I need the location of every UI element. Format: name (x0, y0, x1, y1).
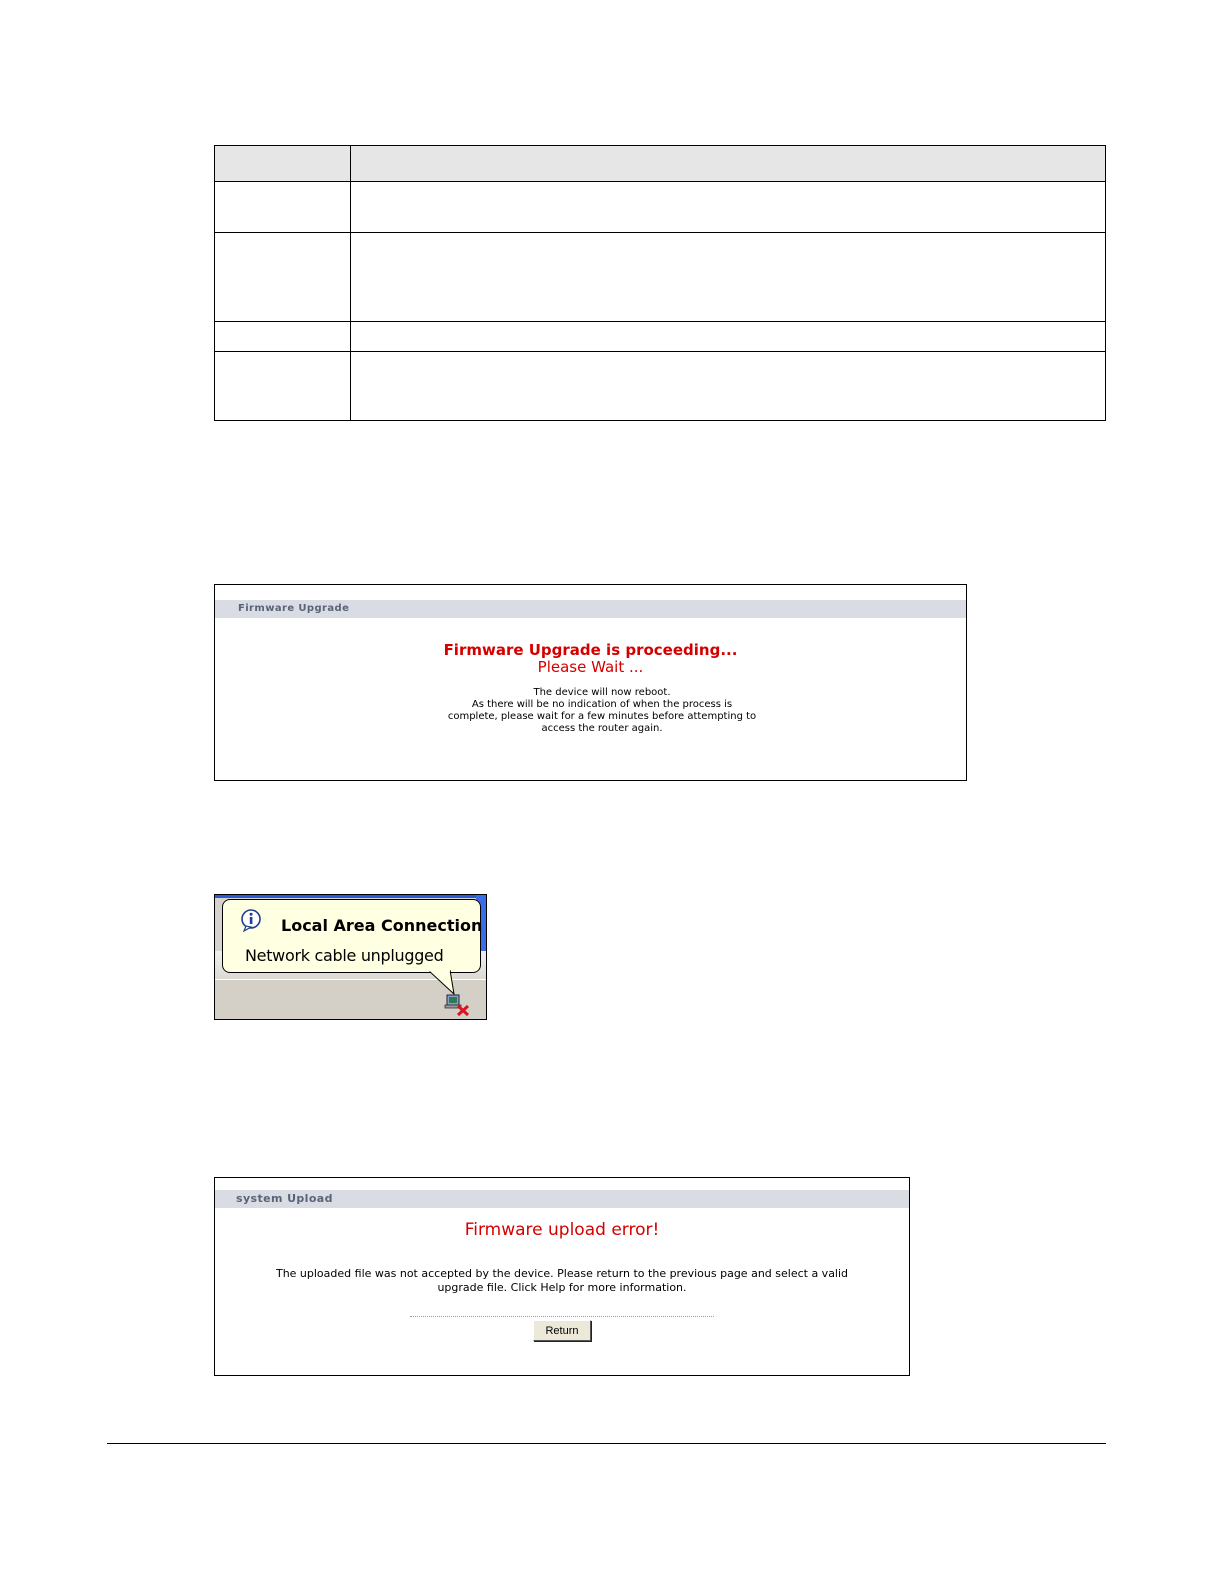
balloon-message: Network cable unplugged (245, 946, 444, 965)
upload-error-title: Firmware upload error! (464, 1220, 660, 1240)
balloon-title: Local Area Connection (281, 916, 483, 935)
info-icon (240, 909, 264, 933)
panel-title-bar: Firmware Upgrade (215, 600, 966, 618)
table-row (215, 322, 1106, 352)
reboot-notice (427, 687, 777, 735)
please-wait-headline: Please Wait ... (537, 658, 644, 676)
notification-balloon[interactable] (222, 899, 481, 973)
dotted-separator (410, 1316, 714, 1317)
table-row (215, 352, 1106, 421)
reboot-notice-line: access the router again. (541, 723, 663, 734)
upload-error-message-line: upgrade file. Click Help for more information. (437, 1281, 687, 1294)
tray-notification-screenshot (214, 894, 487, 1020)
table-row (215, 233, 1106, 322)
reboot-notice-line: complete, please wait for a few minutes before attempting to (447, 711, 757, 722)
proceeding-headline: Firmware Upgrade is proceeding... (443, 641, 738, 659)
reference-table (214, 145, 1106, 421)
footer-rule (107, 1443, 1106, 1444)
panel-title-bar: system Upload (215, 1190, 909, 1208)
reboot-notice-line: The device will now reboot. (533, 687, 671, 698)
upload-error-message-line: The uploaded file was not accepted by the device. Please return to the previous page and select a valid (275, 1267, 849, 1280)
network-disconnected-icon[interactable] (444, 991, 472, 1017)
window-edge (215, 895, 486, 898)
system-upload-panel (214, 1177, 910, 1376)
reboot-notice-line: As there will be no indication of when the process is (471, 699, 733, 710)
firmware-upgrade-panel (214, 584, 967, 781)
upload-error-message (255, 1267, 869, 1295)
table-header-row (215, 146, 1106, 182)
table-row (215, 182, 1106, 233)
return-button[interactable]: Return (533, 1320, 591, 1341)
